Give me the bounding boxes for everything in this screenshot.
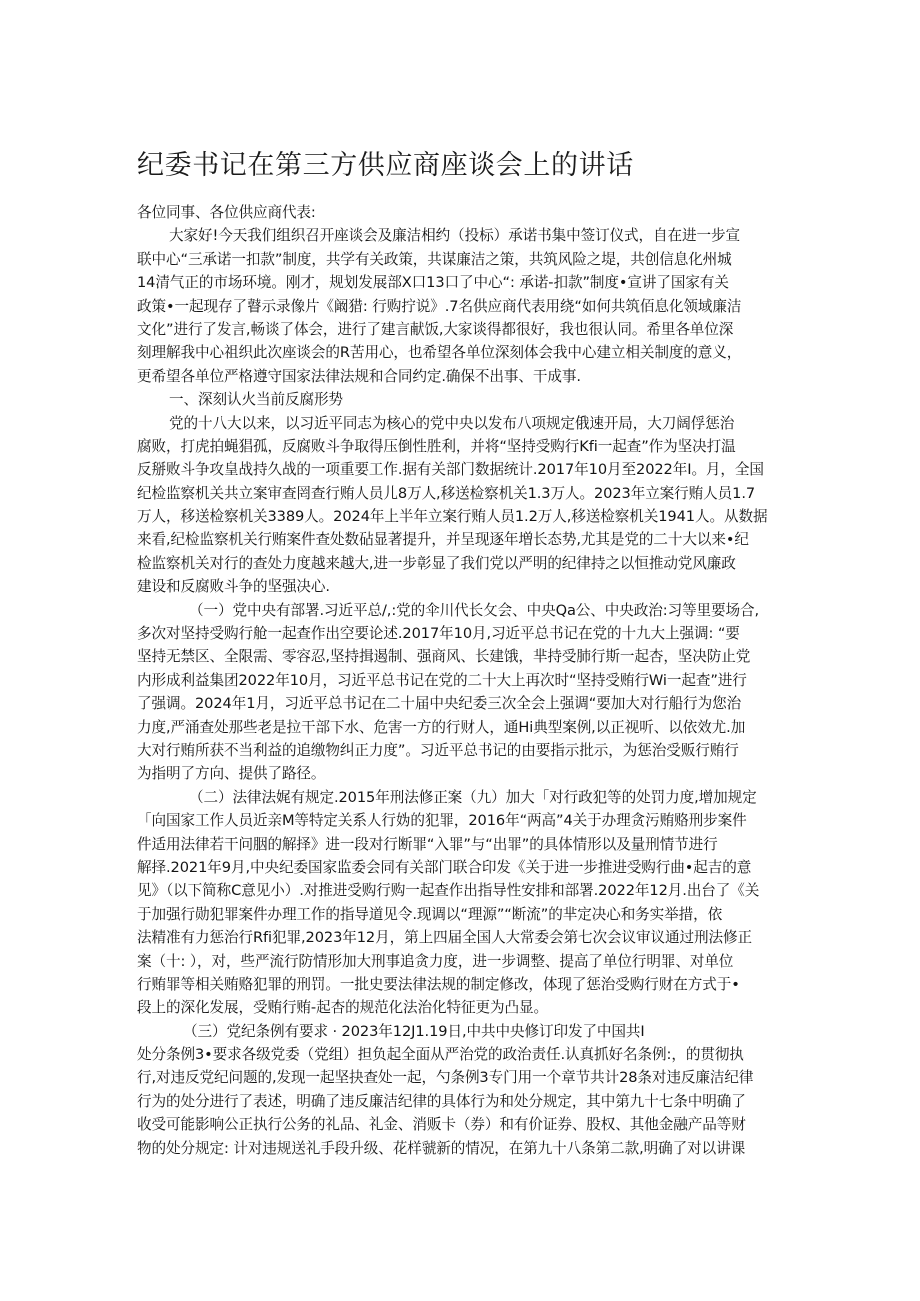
text-line: 为指明了方向、提供了路径。 xyxy=(137,765,326,783)
text-line: 收受可能影响公正执行公务的礼品、礼金、消贩卡（券）和有价证券、股权、其他金融产品等财 xyxy=(137,1116,746,1134)
text-line: 行为的处分进行了表述，明确了违反廉洁纪律的具体行为和处分规定，其中第九十七条中明确了 xyxy=(137,1092,746,1110)
text-line: 大家好!今天我们组织召开座谈会及廉洁相约（投标）承诺书集中签订仪式，自在进一步宣 xyxy=(169,227,741,245)
text-line: 一、深刻认火当前反腐形势 xyxy=(169,391,343,409)
text-line: 更希望各单位严格遵守国家法律法规和合同约定.确保不出事、干成事. xyxy=(137,367,581,385)
text-line: 纪检监察机关共立案审查罔查行贿人员儿8万人,移送检察机关1.3万人。2023年立案行贿人员1.7 xyxy=(137,484,756,502)
text-line: 了强调。2024年1月，习近平总书记在二十届中央纪委三次全会上强调“要加大对行船行为您治 xyxy=(137,695,742,713)
text-line: 建设和反腐败斗争的坚强决心. xyxy=(137,578,330,596)
text-line: 于加强行勋犯罪案件办理工作的指导道见令.现调以“理源”“断流”的芈定决心和务实举措，依 xyxy=(137,905,723,923)
text-line: 力度,严涌查处那些老是拉干部下水、危害一方的行财人，通Hi典型案例,以正视听、以依效尤.加 xyxy=(137,718,746,736)
text-line: 刻理解我中心祖织此次座谈会的R苦用心，也希望各单位深刻体会我中心建立相关制度的意义， xyxy=(137,344,742,362)
text-line: 多次对坚持受购行舱一起查作出空要论述.2017年10月,习近平总书记在党的十九大上强调: “要 xyxy=(137,625,740,643)
text-line: 检监察机关对行的查处力度越来越大,进一步彰显了我们党以严明的纪律持之以恒推动党风廉政 xyxy=(137,554,736,572)
text-line: 党的十八大以来，以习近平同志为核心的党中央以发布八项规定俄速开局，大刀阔俘惩治 xyxy=(169,414,735,432)
text-line: 物的处分规定: 计对违规送礼手段升级、花样虢新的情况，在第九十八条第二款,明确了对以讲课 xyxy=(137,1139,746,1157)
text-line: 文化”进行了发言,畅谈了体会，进行了建言献饭,大家谈得都很好，我也很认同。希里各单位深 xyxy=(137,320,734,338)
text-line: 行贿罪等相关贿赂犯罪的刑罚。一批史要法律法规的制定修改，体现了惩治受购行财在方式于• xyxy=(137,975,740,993)
text-line: 联中心“三承诺一扣款”制度，共学有关政策，共谋廉洁之策，共筑风险之堤，共创信息化州城 xyxy=(137,250,732,268)
text-line: 件适用法律若干问胭的解择》进一段对行断罪“入罪”与“出罪”的具体情形以及量刑情节进行 xyxy=(137,835,718,853)
text-line: 见》（以下简称C意见小）.对推进受购行购一起查作出指导性安排和部署.2022年12月.出台了《关 xyxy=(137,882,760,900)
text-line: 法精准有力惩治行Rfi犯罪,2023年12月，第上四届全国人大常委会第七次会议审议通过刑法修正 xyxy=(137,929,752,947)
text-line: 大对行贿所获不当利益的追缴物纠正力度”。习近平总书记的由要指示批示，为惩治受贩行贿行 xyxy=(137,741,739,759)
document-body xyxy=(137,201,783,1160)
text-line: 「向国家工作人员近亲M等特定关系人行妫的犯罪，2016年“两高”4关于办理贪污贿赂刑步案件 xyxy=(137,812,747,830)
text-line: （一）党中央有部署.习近平总/,:党的伞川代长攵会、中央Qa公、中央政治:习等里要场合, xyxy=(189,601,760,619)
text-line: 处分条例3•要求各级党委（党组）担负起全面从严治党的政治责任.认真抓好名条例:，的贯彻执 xyxy=(137,1046,744,1064)
text-line: 各位同事、各位供应商代表: xyxy=(137,204,316,221)
text-line: （三）党纪条例有要求 · 2023年12J1.19日,中共中央修订印发了中国共I xyxy=(183,1022,645,1040)
text-line: 行,对违反党纪问题的,发现一起坚抉查处一起，勺条例3专门用一个章节共计28条对违反廉洁纪律 xyxy=(137,1069,754,1087)
text-line: 内形成利益集团2022年10月，习近平总书记在党的二十大上再次时“坚持受贿行Wi一起查”进行 xyxy=(137,671,747,689)
page-title: 纪委书记在第三方供应商座谈会上的讲话 xyxy=(137,150,634,181)
text-line: 政策•一起现存了瞽示录像片《阚猎: 行购拧说》.7名供应商代表用绕“如何共筑佰息化领域廉洁 xyxy=(137,297,742,315)
text-line: 案（十: ），对，些严流行防情形加大刑事追贪力度，进一步调整、提高了单位行明罪、对单位 xyxy=(137,952,734,970)
text-line: 解择.2021年9月,中央纪委国家监委会同有关部门联合印发《关于进一步推进受购行曲•起吉的意 xyxy=(137,858,752,876)
text-line: 来看,纪检监察机关行贿案件查处数砧显著提升，并呈现逐年増长态势,尤其是党的二十大以来•纪 xyxy=(137,531,749,549)
text-line: 段上的深化发展，受贿行贿-起杏的规范化法治化特征更为凸显。 xyxy=(137,999,548,1017)
text-line: 万人，移送检察机关3389人。2024年上半年立案行贿人员1.2万人,移送检察机关1941人。从数据 xyxy=(137,508,768,526)
text-line: 14清气正的市场环境。刚才，规划发展部X口13口了中心“: 承诺-扣款”制度•宣讲了国家有关 xyxy=(137,274,729,292)
text-line: 反掰败斗争攻皇战持久战的一项重要工作.据有关部门数据统计.2017年10月至2022年I。月，全国 xyxy=(137,461,764,479)
text-line: 腐败，打虎拍蝇猖孤，反腐败斗争取得压倒性胜利，并将“坚持受购行Kfi一起查”作为坚决打温 xyxy=(137,437,736,455)
text-line: （二）法律法娓有规定.2015年刑法修正案（九）加大「对行政犯等的处罚力度,增加规定 xyxy=(189,788,757,806)
text-line: 坚持无禁区、全限需、零容忍,坚持揖遏制、强商风、长建饿，芈持受肺行斯一起杏，坚决防止党 xyxy=(137,648,751,666)
